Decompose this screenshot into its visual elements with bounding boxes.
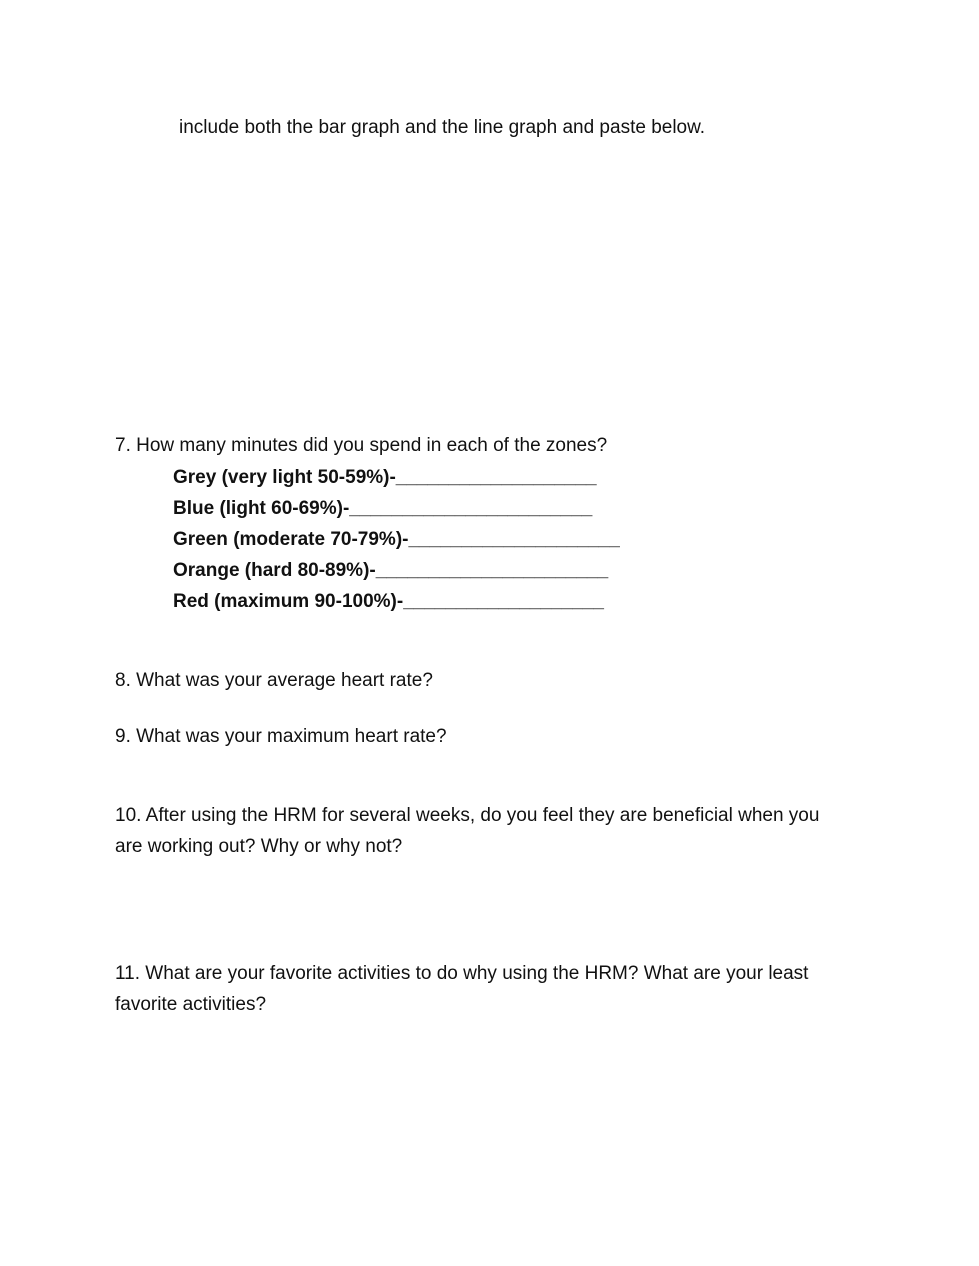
question-7: 7. How many minutes did you spend in each of the zones?	[115, 435, 608, 456]
question-11-line-1: 11. What are your favorite activities to do why using the HRM? What are your least	[115, 963, 809, 984]
question-10-line-2: are working out? Why or why not?	[115, 836, 403, 857]
zone-blue: Blue (light 60-69%)-_______________________	[173, 498, 593, 519]
intro-instruction: include both the bar graph and the line graph and paste below.	[179, 117, 706, 138]
question-11-line-2: favorite activities?	[115, 994, 267, 1015]
zone-red: Red (maximum 90-100%)-___________________	[173, 591, 604, 612]
zone-green: Green (moderate 70-79%)-____________________	[173, 529, 620, 550]
question-8: 8. What was your average heart rate?	[115, 670, 433, 691]
zone-orange: Orange (hard 80-89%)-______________________	[173, 560, 609, 581]
question-9: 9. What was your maximum heart rate?	[115, 726, 447, 747]
zone-grey: Grey (very light 50-59%)-___________________	[173, 467, 597, 488]
question-10-line-1: 10. After using the HRM for several weeks, do you feel they are beneficial when you	[115, 805, 820, 826]
